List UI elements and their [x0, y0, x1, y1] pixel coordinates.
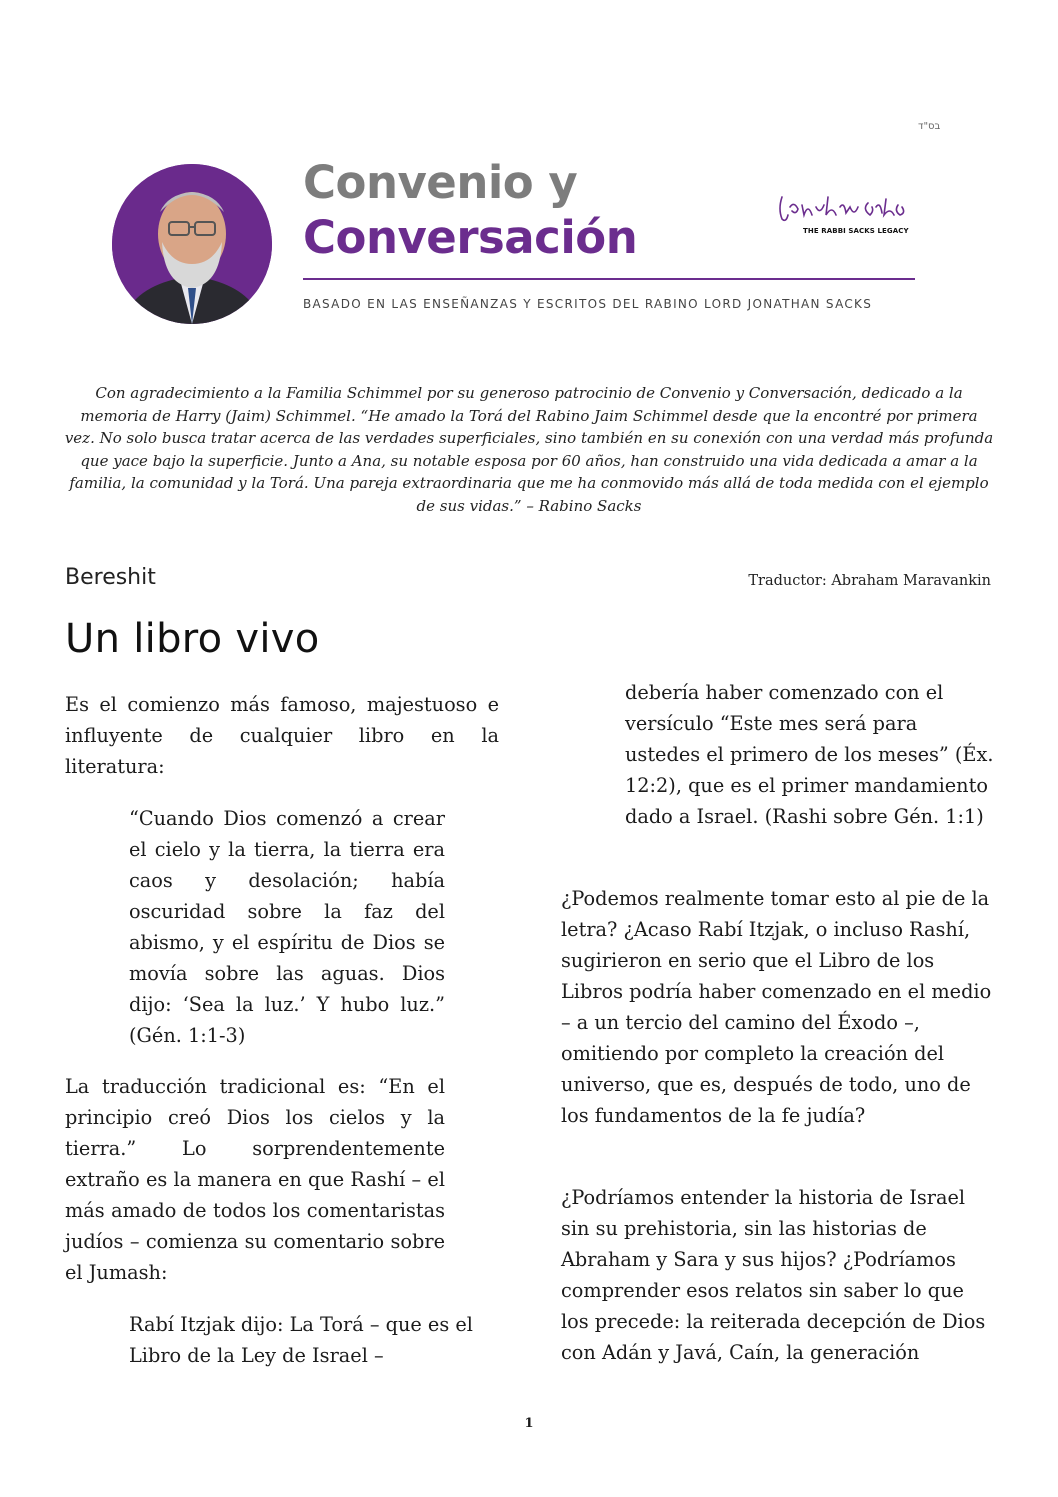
jonathan-sacks-logo: [776, 193, 916, 229]
page-number: 1: [524, 1416, 534, 1431]
parasha-name: Bereshit: [65, 565, 156, 590]
portrait-illustration: [112, 164, 272, 324]
article-title: Un libro vivo: [65, 616, 320, 662]
bsd-mark: בס"ד: [918, 121, 941, 132]
paragraph-translation: La traducción tradicional es: “En el principio creó Dios los cielos y la tierra.” Lo sorprendentemente extraño es la manera en que Rashí – el más amado de todos los comentaristas judíos – comienza su comentario sobre el Jumash:: [65, 1075, 445, 1284]
translator-credit: Traductor: Abraham Maravankin: [748, 573, 991, 589]
logo-legacy-text: THE RABBI SACKS LEGACY: [803, 227, 909, 235]
author-portrait: [112, 164, 272, 324]
signature-drawing: [776, 193, 916, 225]
title-line-2: Conversación: [303, 211, 638, 264]
title-line-1: Convenio y: [303, 156, 578, 209]
header-subtitle: BASADO EN LAS ENSEÑANZAS Y ESCRITOS DEL RABINO LORD JONATHAN SACKS: [303, 297, 873, 311]
paragraph-intro: Es el comienzo más famoso, majestuoso e influyente de cualquier libro en la literatura:: [65, 693, 499, 778]
quote-genesis: “Cuando Dios comenzó a crear el cielo y la tierra, la tierra era caos y desolación; había oscuridad sobre la faz del abismo, y el espíritu de Dios se movía sobre las aguas. Dios dijo: ‘Sea la luz.’ Y hubo luz.” (Gén. 1:1-3): [129, 807, 445, 1047]
paragraph-question: ¿Podemos realmente tomar esto al pie de la letra? ¿Acaso Rabí Itzjak, o incluso Rashí, sugirieron en serio que el Libro de los Libros podría haber comenzado en el medio – a un tercio del camino del Éxodo –, omitiendo por completo la creación del universo, que es, después de todo, uno de los fundamentos de la fe judía?: [561, 887, 992, 1127]
quote-rashi-start: Rabí Itzjak dijo: La Torá – que es el Libro de la Ley de Israel –: [129, 1313, 473, 1367]
header-divider: [303, 278, 915, 280]
dedication-text: Con agradecimiento a la Familia Schimmel por su generoso patrocinio de Convenio y Conversación, dedicado a la memoria de Harry (Jaim) Schimmel. “He amado la Torá del Rabino Jaim Schimmel desde que la encontré por primera vez. No solo busca tratar acerca de las verdades superficiales, sino también en su conexión con una verdad más profunda que yace bajo la superficie. Junto a Ana, su notable esposa por 60 años, han construido una vida dedicada a amar a la familia, la comunidad y la Torá. Una pareja extraordinaria que me ha conmovido más allá de toda medida con el ejemplo de sus vidas.” – Rabino Sacks: [64, 384, 994, 515]
quote-rashi-continued: debería haber comenzado con el versículo “Este mes será para ustedes el primero de los meses” (Éx. 12:2), que es el primer mandamiento dado a Israel. (Rashi sobre Gén. 1:1): [625, 681, 994, 828]
paragraph-prehistory: ¿Podríamos entender la historia de Israel sin su prehistoria, sin las historias de Abraham y Sara y sus hijos? ¿Podríamos comprender esos relatos sin saber lo que los precede: la reiterada decepción de Dios con Adán y Javá, Caín, la generación: [561, 1186, 986, 1364]
